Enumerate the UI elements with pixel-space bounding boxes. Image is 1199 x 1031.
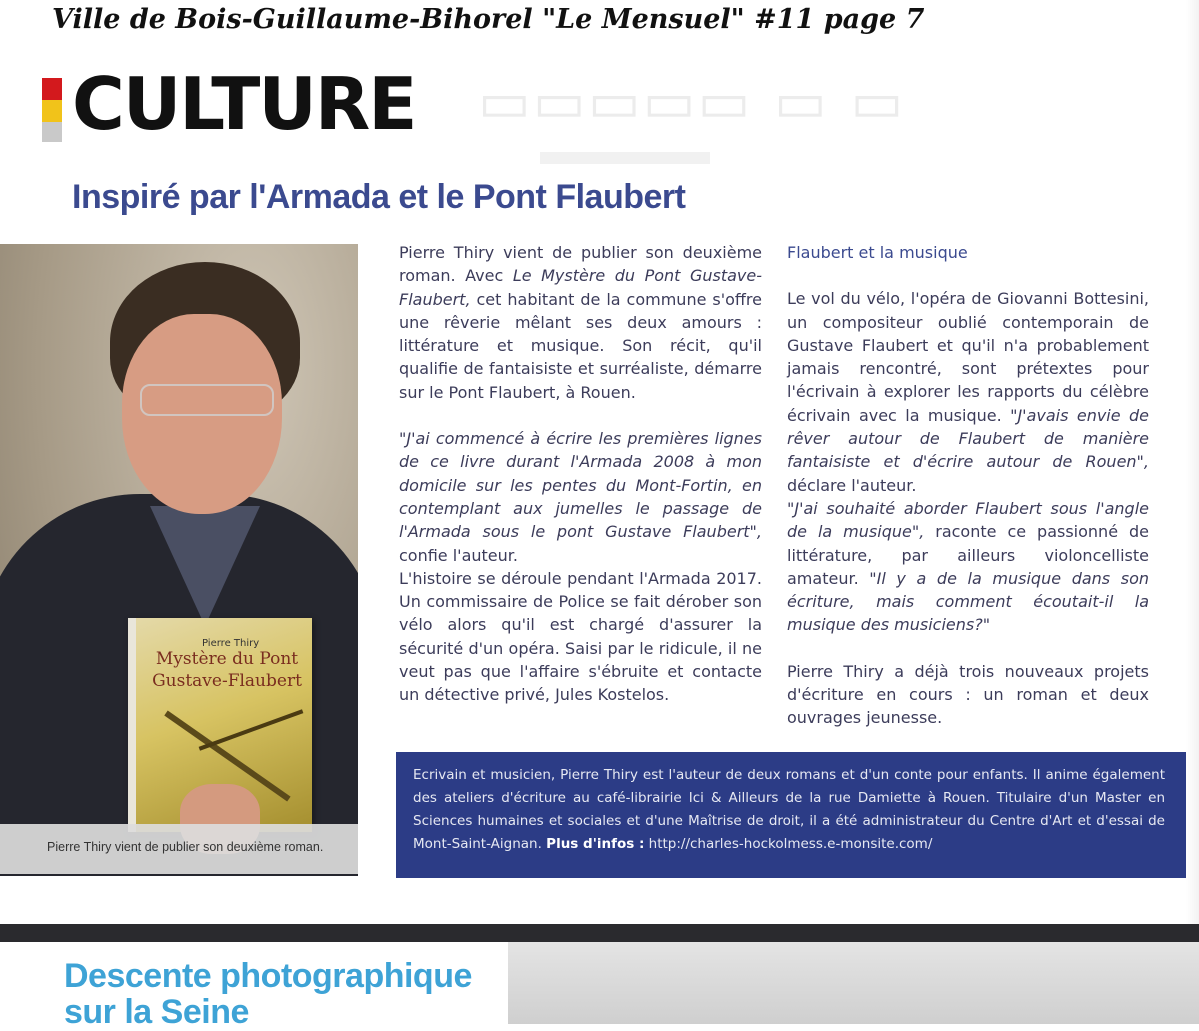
author-info-box: Ecrivain et musicien, Pierre Thiry est l'auteur de deux romans et d'un conte pour enfants. Il anime également des ateliers d'écriture au café-librairie Ici & Ailleurs de la rue Damiette à Rouen. Titulaire d'un Master en Sciences humaines et sociales et d'une Maîtrise de droit, il a été administrateur du Centre d'Art et d'essai de Mont-Saint-Aignan. Plus d'infos : http://charles-hockolmess.e-monsite.com/ <box>396 752 1197 878</box>
next-article-title: Descente photographique sur la Seine <box>64 957 472 1031</box>
website-link[interactable]: http://charles-hockolmess.e-monsite.com/ <box>644 836 933 852</box>
paragraph-angle: "J'ai souhaité aborder Flaubert sous l'angle de la musique", raconte ce passionné de littérature, par ailleurs violoncelliste amateur. "Il y a de la musique dans son écriture, mais comment écoutait-il la musique des musiciens?" <box>787 498 1150 635</box>
book-title-inline: Le Mystère du Pont Gustave-Flaubert, <box>399 266 763 309</box>
next-article-photo <box>508 942 1199 1024</box>
section-title: CULTURE <box>72 62 416 146</box>
article-column-1 <box>399 241 762 707</box>
book-author: Pierre Thiry <box>202 638 260 649</box>
column-subhead: Flaubert et la musique <box>787 243 968 262</box>
author-photo <box>0 244 358 876</box>
page-edge <box>1186 0 1199 924</box>
paragraph-intro: Pierre Thiry vient de publier son deuxième roman. Avec Le Mystère du Pont Gustave-Flaubert, cet habitant de la commune s'offre une rêverie mêlant ses deux amours : littérature et musique. Son récit, qu'il qualifie de fantaisiste et surréaliste, démarre sur le Pont Flaubert, à Rouen. <box>399 243 763 402</box>
paragraph-music: Le vol du vélo, l'opéra de Giovanni Bottesini, un compositeur oublié contemporain de Gustave Flaubert et qu'il n'a probablement jamais rencontré, sont prétextes pour l'écrivain à explorer les rapports du célèbre écrivain avec la musique. "J'avais envie de rêver autour de Flaubert de manière fantaisiste et d'écrire autour de Rouen", déclare l'auteur. <box>787 289 1150 495</box>
paragraph-plot: L'histoire se déroule pendant l'Armada 2017. Un commissaire de Police se fait dérober son vélo alors qu'il est chargé d'assurer la sécurité d'un opéra. Saisi par le ridicule, il ne veut pas que l'affaire s'ébruite et contacte un détective privé, Jules Kostelos. <box>399 568 762 705</box>
show-through-line <box>540 152 710 164</box>
paragraph-projects: Pierre Thiry a déjà trois nouveaux projets d'écriture en cours : un roman et deux ouvrages jeunesse. <box>787 661 1149 728</box>
more-info-label: Plus d'infos : <box>546 836 645 852</box>
article-column-2 <box>787 241 1149 730</box>
article-headline: Inspiré par l'Armada et le Pont Flaubert <box>72 178 686 216</box>
publication-header: Ville de Bois-Guillaume-Bihorel "Le Mensuel" #11 page 7 <box>52 4 925 35</box>
section-divider-band <box>0 924 1199 942</box>
book-title: Mystère du Pont Gustave-Flaubert <box>152 649 302 691</box>
section-color-bar <box>42 78 62 142</box>
paragraph-quote: "J'ai commencé à écrire les premières lignes de ce livre durant l'Armada 2008 à mon domicile sur les pentes du Mont-Fortin, en contemplant aux jumelles le passage de l'Armada sous le pont Gustave Flaubert", confie l'auteur. <box>399 429 762 565</box>
photo-caption: Pierre Thiry vient de publier son deuxième roman. <box>47 840 324 854</box>
show-through-text: ▭▭▭▭▭ ▭ ▭ <box>478 70 906 135</box>
glasses-icon <box>140 384 274 416</box>
